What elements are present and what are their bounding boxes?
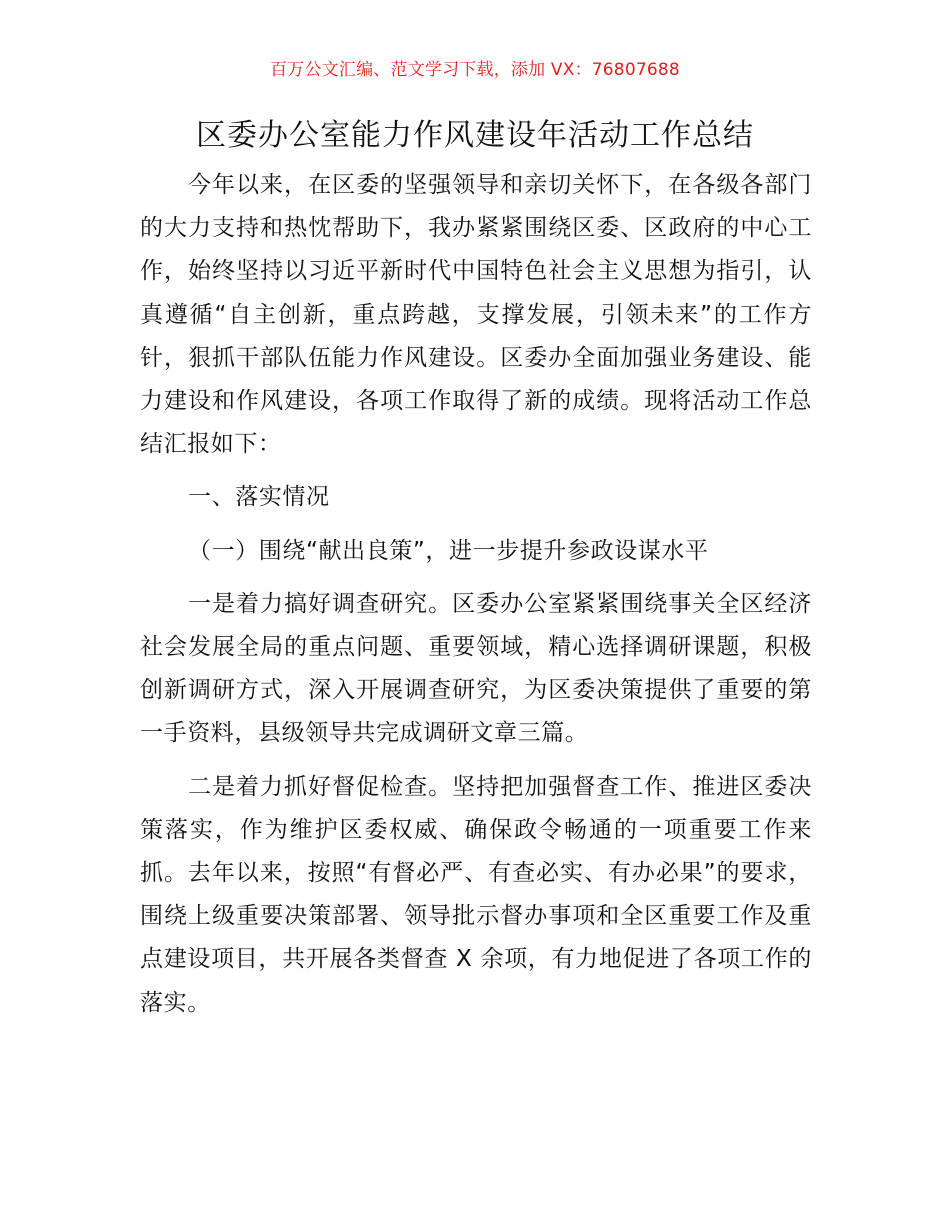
promo-banner: 百万公文汇编、范文学习下载，添加 VX：76807688 (270, 60, 680, 80)
body-paragraph-supervision: 二是着力抓好督促检查。坚持把加强督查工作、推进区委决策落实，作为维护区委权威、确保政令畅通的一项重要工作来抓。去年以来，按照“有督必严、有查必实、有办必果”的要求，围绕上级重要决策部署、领导批示督办事项和全区重要工作及重点建设项目，共开展各类督查 X 余项，有力地促进了各项工作的落实。 (140, 773, 812, 1016)
document-title: 区委办公室能力作风建设年活动工作总结 (196, 118, 754, 153)
body-paragraph-research: 一是着力搞好调查研究。区委办公室紧紧围绕事关全区经济社会发展全局的重点问题、重要领域，精心选择调研课题，积极创新调研方式，深入开展调查研究，为区委决策提供了重要的第一手资料，县级领导共完成调研文章三篇。 (140, 590, 812, 747)
intro-paragraph: 今年以来，在区委的坚强领导和亲切关怀下，在各级各部门的大力支持和热忱帮助下，我办紧紧围绕区委、区政府的中心工作，始终坚持以习近平新时代中国特色社会主义思想为指引，认真遵循“自主创新，重点跨越，支撑发展，引领未来”的工作方针，狠抓干部队伍能力作风建设。区委办全面加强业务建设、能力建设和作风建设，各项工作取得了新的成绩。现将活动工作总结汇报如下： (140, 172, 812, 458)
subsection-heading: （一）围绕“献出良策”，进一步提升参政设谋水平 (188, 537, 709, 564)
document-body (140, 164, 812, 1025)
section-heading: 一、落实情况 (188, 484, 330, 511)
